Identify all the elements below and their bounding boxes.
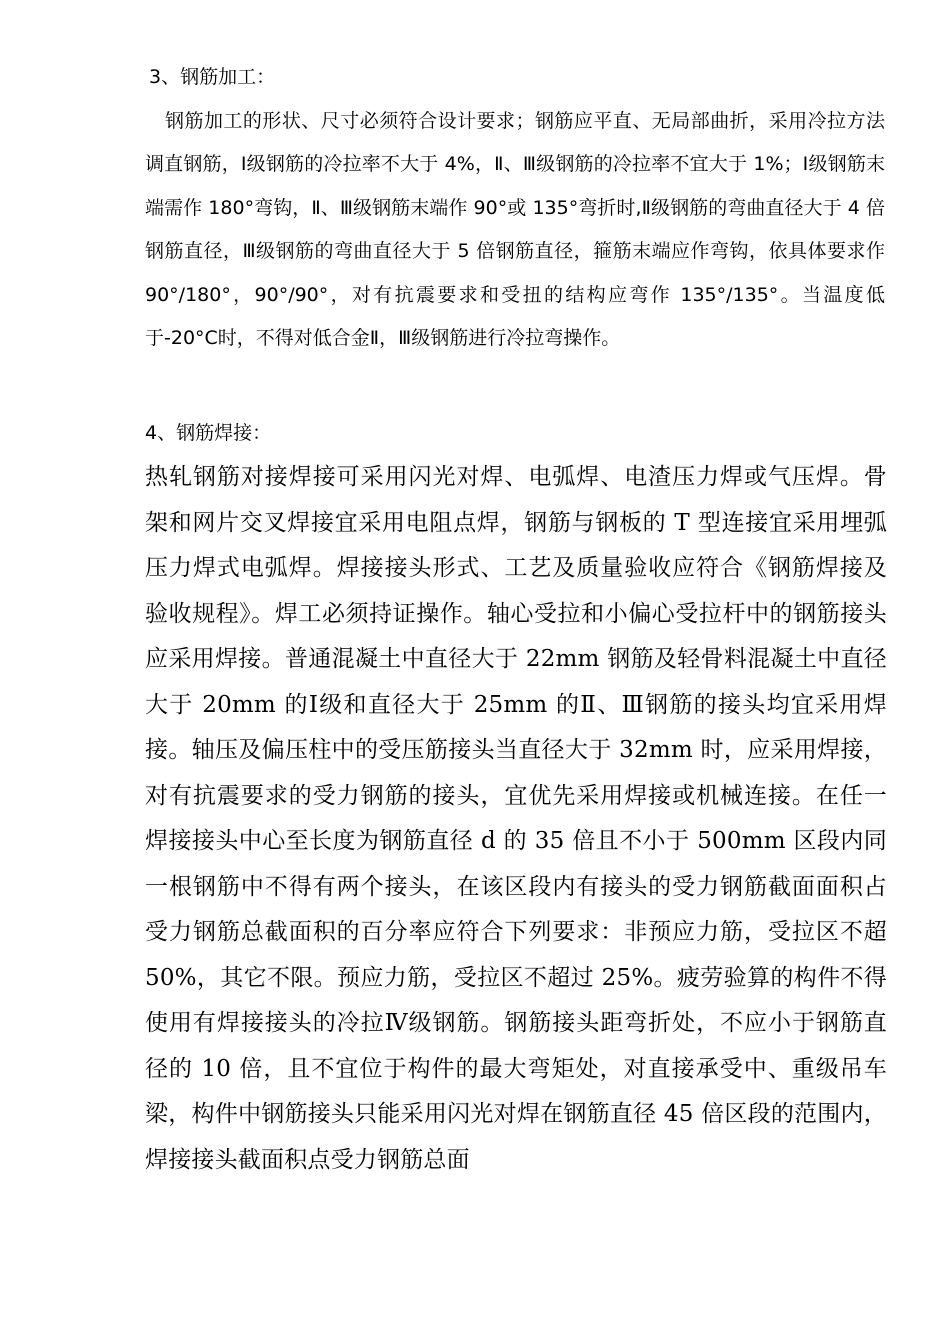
section-paragraph-steel-welding: 热轧钢筋对接焊接可采用闪光对焊、电弧焊、电渣压力焊或气压焊。骨架和网片交叉焊接宜采用电阻点焊，钢筋与钢板的 T 型连接宜采用埋弧压力焊式电弧焊。焊接接头形式、工艺及质量验收应符合《钢筋焊接及验收规程》。焊工必须持证操作。轴心受拉和小偏心受拉杆中的钢筋接头应采用焊接。普通混凝土中直径大于 22mm 钢筋及轻骨料混凝土中直径大于 20mm 的Ⅰ级和直径大于 25mm 的Ⅱ、Ⅲ钢筋的接头均宜采用焊接。轴压及偏压柱中的受压筋接头当直径大于 32mm 时，应采用焊接，对有抗震要求的受力钢筋的接头，宜优先采用焊接或机械连接。在任一焊接接头中心至长度为钢筋直径 d 的 35 倍且不小于 500mm 区段内同一根钢筋中不得有两个接头，在该区段内有接头的受力钢筋截面面积占受力钢筋总截面积的百分率应符合下列要求：非预应力筋，受拉区不超 50%，其它不限。预应力筋，受拉区不超过 25%。疲劳验算的构件不得使用有焊接接头的冷拉Ⅳ级钢筋。钢筋接头距弯折处，不应小于钢筋直径的 10 倍，且不宜位于构件的最大弯矩处，对直接承受中、重级吊车梁，构件中钢筋接头只能采用闪光对焊在钢筋直径 45 倍区段的范围内，焊接接头截面积点受力钢筋总面 <box>145 464 887 1173</box>
section-heading-steel-processing: 3、钢筋加工： <box>149 66 276 88</box>
section-heading-steel-welding: 4、钢筋焊接： <box>145 422 272 444</box>
section-paragraph-steel-processing: 钢筋加工的形状、尺寸必须符合设计要求；钢筋应平直、无局部曲折，采用冷拉方法调直钢筋，Ⅰ级钢筋的冷拉率不大于 4%，Ⅱ、Ⅲ级钢筋的冷拉率不宜大于 1%；Ⅰ级钢筋末端需作 180°弯钩，Ⅱ、Ⅲ级钢筋末端作 90°或 135°弯折时,Ⅱ级钢筋的弯曲直径大于 4 倍钢筋直径，Ⅲ级钢筋的弯曲直径大于 5 倍钢筋直径，箍筋末端应作弯钩，依具体要求作 90°/180°，90°/90°，对有抗震要求和受扭的结构应弯作 135°/135°。当温度低于-20°C时，不得对低合金Ⅱ，Ⅲ级钢筋进行冷拉弯操作。 <box>145 109 885 349</box>
section-steel-processing <box>145 56 885 361</box>
